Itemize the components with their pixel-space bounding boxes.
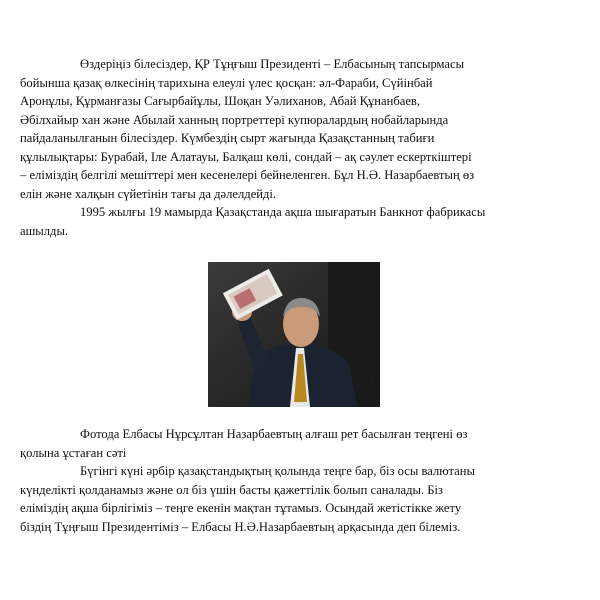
text-line: күнделікті қолданамыз және ол біз үшін басты қажеттілік болып саналады. Біз: [20, 482, 443, 497]
text-line: еліміздің ақша бірлігіміз – теңге екенін мақтан тұтамыз. Осындай жетістікке жету: [20, 501, 462, 515]
paragraph-banknote-factory: [20, 203, 540, 240]
text-line: ашылды.: [20, 223, 69, 238]
text-line: Аронұлы, Құрманғазы Сағырбайұлы, Шоқан Уәлиханов, Абай Құнанбаев,: [20, 94, 421, 108]
text-line: Әбілхайыр хан және Абылай ханның портреттері купюралардың нобайларында: [20, 112, 449, 127]
text-block-bottom: [20, 425, 540, 536]
text-line: 1995 жылғы 19 мамырда Қазақстанда ақша шығаратын Банкнот фабрикасы: [80, 205, 486, 219]
president-photo: [208, 262, 380, 407]
text-block-top: [20, 55, 540, 240]
caption-line: Фотода Елбасы Нұрсұлтан Назарбаевтың алғаш рет басылған теңгені өз: [80, 427, 468, 441]
text-line: біздің Тұңғыш Президентіміз – Елбасы Н.Ә.Назарбаевтың арқасында деп білеміз.: [20, 519, 461, 534]
paragraph-tenge-pride: [20, 462, 540, 536]
president-photo-image: [208, 262, 380, 407]
text-line: пайдаланылғанын білесіздер. Күмбездің сырт жағында Қазақстанның табиғи: [20, 131, 435, 145]
text-line: – еліміздің белгілі мешіттері мен кесенелері бейнеленген. Бұл Н.Ә. Назарбаевтың өз: [20, 168, 475, 182]
text-line: бойынша қазақ өлкесінің тарихына елеулі үлес қосқан: әл-Фараби, Сүйінбай: [20, 75, 433, 90]
paragraph-banknote-portraits: [20, 55, 540, 203]
text-line: елін және халқын сүйетінін тағы да дәлелдейді.: [20, 186, 277, 201]
text-line: Бүгінгі күні әрбір қазақстандықтың қолында теңге бар, біз осы валютаны: [80, 464, 475, 478]
text-line: құлылықтары: Бурабай, Іле Алатауы, Балқаш көлі, сондай – ақ сәулет ескерткіштері: [20, 149, 472, 164]
photo-caption: [20, 425, 540, 462]
svg-text:·: ·: [370, 380, 376, 382]
caption-line: қолына ұстаған сәті: [20, 445, 127, 460]
text-line: Өздеріңіз білесіздер, ҚР Тұңғыш Президенті – Елбасының тапсырмасы: [80, 57, 465, 71]
